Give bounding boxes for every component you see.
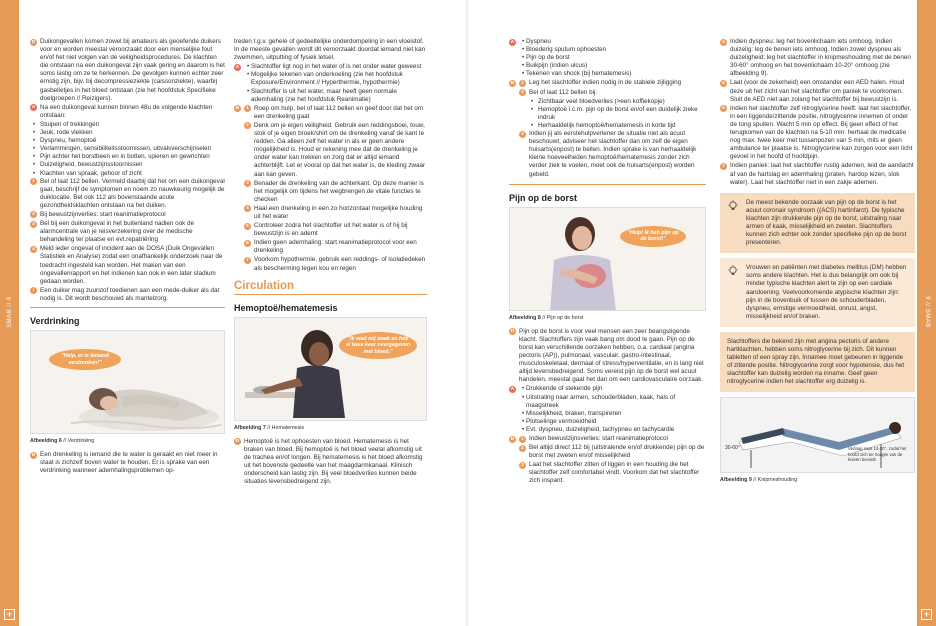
tip-text: Vrouwen en patiënten met diabetes mellitus (DM) hebben soms andere klachten. Het is dus belangrijk om ook bij minder typische klachten alert te zijn op een cardiale aandoening. Veelvoorkomende atypische klachten zijn: pijn in de bovenbuik of tussen de schouderbladen, dyspneu, ernstige vermoeidheid, onrust, angst, misselijkheid en/of braken.: [746, 264, 907, 320]
b-marker-icon: B: [510, 80, 515, 86]
section-title-verdrinking: Verdrinking: [30, 316, 80, 326]
paragraph-text: Pijn op de borst is voor veel mensen een zeer beangstigende klacht. Slachtoffers zijn vaak bang om dood te gaan. Pijn op de borst kan verschillende oorzaken hebben, o.a. cardiaal (angina pectoris (AP)), pulmonaal, vasculair, gastro-intestinaal, musculoskeletaal, dermaal of stress/hyperventilatie, en is lang niet altijd levensbedreigend. Soms vereist pijn op de borst wel acuut handelen, meestal gaat het dan om een cardiovasculaire oorzaak.: [519, 327, 704, 384]
side-label-left: SMAB // 9: [6, 296, 13, 328]
step-item: [519, 130, 706, 179]
step-text: Haal een drenkeling in een zo horizontaal mogelijke houding uit het water: [254, 204, 423, 220]
step-item: [720, 38, 915, 78]
b-section: [509, 435, 706, 487]
tip-text: Slachtoffers die bekend zijn met angina pectoris of andere hartklachten, hebben soms nitroglycerine bij zich. Dit kunnen tabletten of een spray zijn. Innamee moet gebeuren in liggende of zittende positie. Nitroglycerine zorgt voor hypotensie, dus het slachtoffer kan duizelig worden na inname. Geef geen nitroglycerine indien het slachtoffer erg duizelig is.: [727, 337, 905, 386]
tip-box: [720, 258, 915, 327]
list-item: • Slachtoffer ligt nog in het water of is net onder water geweest: [244, 63, 427, 71]
figure-drowning: [30, 330, 225, 434]
step-number: 5: [244, 223, 251, 230]
d-marker-icon: D: [31, 39, 36, 45]
step-item: [720, 162, 915, 186]
step-text: Indien dyspneu: leg het bovenlichaam iets omhoog. Indien duizelig: leg de benen iets omhoog. Indien zowel dyspneu als duizeligheid: leg het slachtoffer in knipmeshouding met de benen 30-60° omhoog en het bovenlichaam 10-20° omhoog (zie afbeelding 9).: [730, 38, 911, 78]
a-marker-icon: A: [235, 64, 240, 70]
d-marker-icon: D: [31, 452, 36, 458]
list-item: • Herhaaldelijk hemoptoë/hematemesis in korte tijd: [519, 122, 706, 130]
tip-box: [720, 193, 915, 254]
paragraph: [234, 438, 427, 487]
b-section: [509, 79, 706, 179]
caption-label: Afbeelding 9: [720, 477, 752, 484]
step-text: Voorkom hypothermie, gebruik een reddings- of isolatiedeken als bescherming tegen kou en regen: [254, 256, 426, 272]
figure-caption: [30, 437, 225, 445]
list-item: • Drukkende of stekende pijn: [519, 385, 706, 393]
knipmes-position-illustration: [721, 398, 915, 473]
step-number: 4: [30, 246, 37, 253]
step-item: [519, 89, 706, 97]
step-item: [519, 444, 706, 460]
b-marker-icon: B: [510, 436, 515, 442]
list-item: • Slachtoffer is uit het water, maar heeft geen normale ademhaling (zie het hoofdstuk Reanimatie): [244, 88, 427, 104]
step-item: [519, 79, 706, 87]
list-item: • Dyspneu, hemoptoë: [30, 137, 225, 145]
angle-label: 30-60°: [725, 445, 740, 452]
list-item: • Mogelijke tekenen van onderkoeling (zie het hoofdstuk Exposure/Environment // Hyperthermie, hypothermie): [244, 71, 427, 87]
step-number: 1: [244, 105, 251, 112]
paragraph-text: Een duiker mag zuurstof toedienen aan een mede-duiker als dat nodig is. Dit wordt beschouwd als mantelzorg.: [40, 286, 220, 302]
step-text: Roep om hulp, bel of laat 112 bellen en geef door dat het om een drenkeling gaat: [254, 104, 423, 120]
lightbulb-icon: [727, 200, 739, 212]
step-text: Leg het slachtoffer indien nodig in de stabiele zijligging: [529, 79, 682, 87]
step-text: Indien het slachtoffer zelf nitroglycerine heeft: laat het slachtoffer, in een liggende/zittende positie, nitroglycerine innemen of onder de tong spuiten. Wacht 5 min op effect. Bij geen effect of het terugkomen van de klachten na 5-10 min: herhaal de medicatie nog max. twee keer met tussenpozen van 5 min, mits er geen ambulance ter plaatse is. Nitroglycerine kan zorgen voor een licht gevoel in het hoofd of hoofdpijn.: [730, 104, 913, 161]
step-text: Bel bij een duikongeval in het buitenland nadien ook de alarmcentrale van je reisverzekering over de medische behandeling ter plaatse en evt.repatriëring: [40, 220, 195, 244]
step-number: 5: [720, 80, 727, 87]
figure-hematemesis: [234, 317, 427, 421]
speech-bubble: "Help! Ik heb pijn op de borst!": [620, 226, 686, 247]
tip-text: De meest bekende oorzaak van pijn op de borst is het acuut coronair syndroom ((ACS) hartinfarct). De typische klachten zijn drukkende pijn op de borst, uitstraling naar armen of kaak, misselijkheid en zweten. Slachtoffers kunnen zich echter ook zonder specifieke pijn op de borst presenteren.: [746, 198, 907, 247]
step-number: 4: [720, 39, 727, 46]
step-item: [244, 222, 427, 238]
chest-pain-illustration: [510, 208, 706, 311]
step-item: [30, 211, 225, 219]
a-marker-icon: A: [510, 39, 515, 45]
step-number: 7: [720, 163, 727, 170]
paragraph: [30, 104, 225, 120]
speech-bubble: "Ik voel mij zwak en heb al twee keer overgegeven met bloed.": [339, 332, 417, 360]
side-label-right: 9 // SMAB: [923, 296, 930, 328]
a-section: [234, 63, 427, 103]
step-text: Meld ieder ongeval of incident aan de DOSA (Duik Ongevallen Statistiek en Analyse) zodat een onafhankelijk onderzoek naar de toedracht ingesteld kan worden. Het maken van een ongevallenrapport en het indienen kan ook in een later stadium gedaan worden.: [40, 245, 223, 285]
list-item: • Jeuk, rode vlekken: [30, 129, 225, 137]
step-number: 6: [244, 240, 251, 247]
step-item: [244, 256, 427, 272]
tip-box: [720, 332, 915, 393]
step-item: [30, 245, 225, 285]
info-icon: i: [30, 287, 37, 294]
d-marker-icon: D: [510, 329, 515, 335]
step-item: [720, 105, 915, 162]
page-spine: [466, 0, 469, 626]
corner-plus-icon: +: [921, 609, 932, 620]
step-text: Laat (voor de zekerheid) een omstander een AED halen. Houd deze uit het zicht van het slachtoffer om paniek te voorkomen. Sluit de AED niet aan zolang het slachtoffer bij bewustzijn is.: [730, 79, 905, 103]
a-section: [509, 385, 706, 434]
paragraph-text: Na een duikongeval kunnen binnen 48u de volgende klachten ontstaan:: [40, 103, 213, 119]
list-item: • Misselijkheid, braken, transpireren: [519, 410, 706, 418]
caption-label: Afbeelding 8: [509, 314, 541, 321]
caption-text: // Knipmeshouding: [751, 477, 798, 484]
drowning-illustration: [31, 331, 225, 434]
section-title-hemoptoe: Hemoptoë/hematemesis: [234, 302, 338, 313]
paragraph: [509, 328, 706, 385]
step-text: Indien geen ademhaling: start reanimatieprotocol voor een drenkeling: [254, 239, 417, 255]
caption-text: // Hematemesis: [265, 424, 305, 431]
step-number: 2: [244, 122, 251, 129]
list-item: • Evt. dyspneu, duizeligheid, tachypneu en tachycardie: [519, 426, 706, 434]
step-number: 1: [519, 436, 526, 443]
figure-caption: [234, 424, 427, 432]
list-item: • Duizeligheid, bewustzijnsstoornissen: [30, 161, 225, 169]
step-number: 1: [519, 80, 526, 87]
list-item: • Dyspneu: [519, 38, 706, 46]
symptom-list: [30, 121, 225, 178]
section-divider: [234, 294, 427, 295]
right-margin-band: [917, 0, 936, 626]
step-item: [244, 205, 427, 221]
column-1: [30, 38, 225, 476]
step-item: [244, 105, 427, 121]
list-item: • Plotselinge vermoeidheid: [519, 418, 706, 426]
paragraph-text: Hemoptoë is het ophoesten van bloed. Hematemesis is het braken van bloed. Bij hemoptoë is het bloed veelal afkomstig uit de trachea en/of longen. Bij hematemesis is het bloed afkomstig uit het bovenste gedeelte van het maagdarmkanaal. Klinisch onderscheid kan lastig zijn. Bij veel bloedverlies kunnen beide situaties levensbedreigend zijn.: [244, 437, 423, 486]
list-item: • Tekenen van shock (bij hematemesis): [519, 70, 706, 78]
list-item: • Zichtbaar veel bloedverlies (>een koffiekopje): [519, 98, 706, 106]
step-item: [519, 435, 706, 443]
step-text: Bel of laat 112 bellen. Vermeld daarbij dat het om een duikongeval gaat, beschrijf de symptomen en noem zo nauwkeurig mogelijk de duiklocatie. Bel ook 112 als bovenstaande acute gezondheidsklachten ontstaan na het duiken.: [40, 177, 225, 209]
step-item: [30, 178, 225, 210]
list-item: • Uitstraling naar armen, schouderbladen, kaak, hals of maagstreek: [519, 394, 706, 410]
step-text: Bel of laat 112 bellen bij:: [529, 88, 598, 96]
caption-text: // Verdrinking: [61, 438, 95, 445]
section-divider: [30, 307, 225, 308]
speech-bubble: "Help, er is iemand verdronken!": [49, 349, 121, 370]
step-number: 2: [519, 89, 526, 96]
section-title-pijn-op-de-borst: Pijn op de borst: [509, 192, 578, 203]
step-item: [244, 180, 427, 204]
step-item: [244, 122, 427, 179]
caption-label: Afbeelding 6: [30, 438, 62, 445]
paragraph-text: treden t.g.v. gehele of gedeeltelijke onderdompeling in een vloeistof. In de meeste gevallen wordt dit veroorzaakt doordat iemand niet kan zwemmen, uitputting of fysiek letsel.: [234, 38, 426, 62]
list-item: • Verlammingen, sensibiliteitsstoornissen, uitvalsverschijnselen: [30, 145, 225, 153]
list-item: • Pijn achter het borstbeen en in botten, spieren en gewrichten: [30, 153, 225, 161]
step-text: Laat het slachtoffer zitten of liggen in een houding die het slachtoffer zelf comfortabel vindt. Voorkom dat het slachtoffer zich inspant.: [529, 461, 700, 485]
figure-knipmeshouding: [720, 397, 915, 473]
step-item: [244, 239, 427, 255]
step-text: Indien paniek: laat het slachtoffer rustig ademen, leid de aandacht af van de hartslag en ademhaling (praten, hardop lezen, slok water). Laat het slachtoffer niet in een zakje ademen.: [730, 162, 914, 186]
step-number: 2: [30, 211, 37, 218]
paragraph-text: Een drenkeling is iemand die te water is geraakt en niet meer in staat is zichzelf boven water te houden. Er is sprake van een verdrinking wanneer ademhalingsproblemen op-: [40, 451, 218, 475]
step-number: 6: [720, 105, 727, 112]
paragraph-text: Duikongevallen komen zowel bij amateurs als geoefende duikers voor en worden meestal veroorzaakt door een menselijke fout en/of het niet volgen van de veiligheidsprocedures. De klachten die ontstaan na een duikongeval zijn vaak gering en daarom is het soms lastig om ze te herkennen. De gevolgen kunnen echter zeer ernstig zijn, bijv. bij decompressieziekte (caissonziekte), waarbij gasbelletjes in het bloed ontstaan (zie het hoofdstuk Specifieke doelgroepen // Reizigers).: [40, 38, 225, 102]
step-text: Controleer zodra het slachtoffer uit het water is of hij bij bewustzijn is en ademt: [254, 222, 408, 238]
figure-chest-pain: [509, 207, 706, 311]
step-number: 7: [244, 257, 251, 264]
section-divider: [509, 184, 706, 185]
step-text: Bij bewustzijnverlies: start reanimatieprotocol: [40, 210, 166, 218]
a-section: [509, 38, 706, 78]
list-item: • Klachten van spraak, gehoor of zicht: [30, 170, 225, 178]
left-margin-band: [0, 0, 19, 626]
figure-caption: [720, 476, 915, 484]
caption-label: Afbeelding 7: [234, 424, 266, 431]
column-3: [509, 38, 706, 488]
step-number: 4: [244, 205, 251, 212]
b-section: [234, 105, 427, 274]
step-number: 3: [519, 462, 526, 469]
column-2: [234, 38, 427, 487]
chapter-heading-circulation: Circulation: [234, 279, 295, 292]
caption-text: // Pijn op de borst: [540, 314, 584, 321]
corner-plus-icon: +: [4, 609, 15, 620]
info-paragraph: [30, 287, 225, 303]
column-4: [720, 38, 915, 491]
step-number: 3: [519, 131, 526, 138]
a-marker-icon: A: [31, 105, 36, 111]
a-marker-icon: A: [510, 386, 515, 392]
step-number: 1: [30, 178, 37, 185]
b-marker-icon: B: [235, 106, 240, 112]
step-item: [30, 220, 225, 244]
step-text: Bel altijd direct 112 bij (uitstralende en/of drukkende) pijn op de borst met zweten en/of misselijkheid: [529, 444, 705, 460]
step-text: Indien jij als eerstehulpverlener de situatie niet als acuut beschouwt, adviseer het slachtoffer dan om zelf de eigen huisarts(enpost) te bellen. Indien sprake is van herhaaldelijk kleine hoeveelheden hemoptoë/hematemesis zonder zich verder ziek te voelen, moet ook de huisarts(enpost) worden gebeld.: [529, 130, 697, 178]
step-text: Benader de drenkeling van de achterkant. Op deze manier is het mogelijk om tijdens het wegbrengen de vitale functies te checken: [254, 179, 424, 203]
figure-caption: [509, 314, 706, 322]
angle-note: Verlaag naar 10-20°, zodat het hoofd zich ter hoogte van de knieën bevindt: [848, 446, 907, 462]
paragraph: [30, 451, 225, 475]
paragraph: [30, 38, 225, 103]
list-item: • Stuipen of trekkingen: [30, 121, 225, 129]
step-number: 3: [30, 221, 37, 228]
list-item: • Pijn op de borst: [519, 54, 706, 62]
step-item: [720, 79, 915, 103]
step-number: 2: [519, 445, 526, 452]
list-item: • Buikpijn (indien ulcus): [519, 62, 706, 70]
step-item: [519, 461, 706, 485]
step-number: 3: [244, 180, 251, 187]
d-marker-icon: D: [235, 439, 240, 445]
step-text: Denk om je eigen veiligheid. Gebruik een reddingsboei, touw, stok of je eigen broek/shirt om de drenkeling vanaf de kant te redden. Ga alleen zelf het water in als er geen andere mogelijkheid is. Houd er rekening mee dat de drenkeling je onder water kan trekken en zorg dat er altijd iemand achterblijft. Let er vooral op dat het water is, de kleding zwaar aan kan geven.: [254, 121, 426, 178]
step-text: Indien bewustzijnsverlies: start reanimatieprotocol: [529, 435, 668, 442]
lightbulb-icon: [727, 265, 739, 277]
list-item: • Hemoptoë i.c.m. pijn op de borst en/of een duidelijk zieke indruk: [519, 106, 706, 122]
list-item: • Bloederig sputum ophoesten: [519, 46, 706, 54]
